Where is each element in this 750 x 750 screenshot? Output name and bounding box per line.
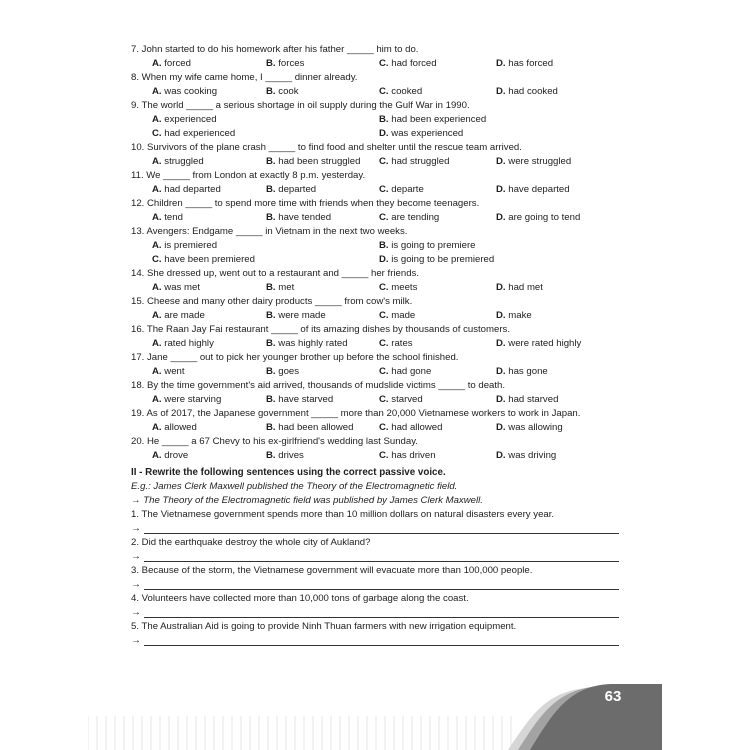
option-text: struggled (164, 156, 204, 167)
option-text: meets (391, 282, 418, 293)
option-text: were starving (164, 394, 222, 405)
option-text: is going to be premiered (391, 254, 495, 265)
option-text: rates (391, 338, 413, 349)
option-letter: B. (266, 338, 276, 349)
option-letter: B. (266, 282, 276, 293)
page-number: 63 (604, 688, 622, 705)
option-letter: C. (379, 58, 389, 69)
option-text: made (391, 310, 416, 321)
option-letter: A. (152, 282, 162, 293)
option-text: is premiered (164, 240, 218, 251)
arrow-icon: → (131, 523, 141, 534)
option-text: had allowed (391, 422, 443, 433)
option-letter: A. (152, 184, 162, 195)
option-text: was highly rated (278, 338, 348, 349)
option-letter: D. (496, 156, 506, 167)
option-letter: B. (266, 156, 276, 167)
option-letter: C. (379, 394, 389, 405)
option-letter: D. (496, 58, 506, 69)
option-text: are going to tend (508, 212, 581, 223)
option-letter: C. (379, 212, 389, 223)
option-text: was cooking (164, 86, 218, 97)
option-letter: D. (496, 394, 506, 405)
option-text: has gone (508, 366, 548, 377)
option-text: were struggled (508, 156, 572, 167)
option-letter: C. (379, 310, 389, 321)
option-letter: B. (379, 240, 389, 251)
option-text: were rated highly (508, 338, 582, 349)
option-text: had been allowed (278, 422, 354, 433)
question-text: 19. As of 2017, the Japanese government _____ more than 20,000 Vietnamese workers to work in Japan. (131, 408, 581, 419)
option-text: are made (164, 310, 205, 321)
example-prefix: E.g.: (131, 481, 151, 492)
option-letter: A. (152, 450, 162, 461)
question-text: 15. Cheese and many other dairy products _____ from cow's milk. (131, 296, 413, 307)
option-letter: C. (379, 86, 389, 97)
option-letter: D. (496, 310, 506, 321)
option-text: has forced (508, 58, 554, 69)
option-text: had gone (391, 366, 432, 377)
example-answer: → The Theory of the Electromagnetic field was published by James Clerk Maxwell. (131, 495, 483, 506)
option-text: was met (164, 282, 200, 293)
rewrite-sentence: 3. Because of the storm, the Vietnamese government will evacuate more than 100,000 people. (131, 565, 533, 576)
option-letter: C. (379, 184, 389, 195)
option-letter: C. (379, 450, 389, 461)
option-letter: A. (152, 422, 162, 433)
example-sentence: James Clerk Maxwell published the Theory of the Electromagnetic field. (153, 481, 458, 492)
option-text: departe (391, 184, 424, 195)
option-letter: D. (379, 254, 389, 265)
option-text: had cooked (508, 86, 558, 97)
question-text: 12. Children _____ to spend more time with friends when they become teenagers. (131, 198, 480, 209)
rewrite-sentence: 1. The Vietnamese government spends more than 10 million dollars on natural disasters every year. (131, 509, 555, 520)
option-letter: B. (266, 86, 276, 97)
rewrite-sentence: 4. Volunteers have collected more than 10,000 tons of garbage along the coast. (131, 593, 469, 604)
option-text: had struggled (391, 156, 450, 167)
option-text: cook (278, 86, 299, 97)
option-letter: B. (266, 450, 276, 461)
option-text: are tending (391, 212, 440, 223)
option-letter: A. (152, 58, 162, 69)
arrow-icon: → (131, 579, 141, 590)
option-text: has driven (391, 450, 436, 461)
option-letter: A. (152, 240, 162, 251)
option-letter: C. (379, 338, 389, 349)
option-text: cooked (391, 86, 423, 97)
option-letter: B. (266, 58, 276, 69)
option-text: was driving (508, 450, 557, 461)
option-text: was allowing (508, 422, 563, 433)
option-letter: A. (152, 156, 162, 167)
option-letter: A. (152, 114, 162, 125)
option-letter: D. (496, 366, 506, 377)
option-letter: D. (496, 450, 506, 461)
option-letter: C. (379, 366, 389, 377)
option-text: experienced (164, 114, 217, 125)
option-text: departed (278, 184, 317, 195)
option-text: went (164, 366, 185, 377)
option-text: make (508, 310, 532, 321)
question-text: 13. Avengers: Endgame _____ in Vietnam in the next two weeks. (131, 226, 408, 237)
option-text: rated highly (164, 338, 214, 349)
option-text: starved (391, 394, 423, 405)
option-text: goes (278, 366, 300, 377)
option-letter: B. (266, 184, 276, 195)
option-letter: B. (266, 394, 276, 405)
option-letter: A. (152, 394, 162, 405)
arrow-icon: → (131, 551, 141, 562)
option-letter: C. (379, 156, 389, 167)
option-letter: A. (152, 310, 162, 321)
question-text: 11. We _____ from London at exactly 8 p.m. yesterday. (131, 170, 366, 181)
arrow-icon: → (131, 635, 141, 646)
option-text: met (278, 282, 295, 293)
rewrite-sentence: 5. The Australian Aid is going to provide Ninh Thuan farmers with new irrigation equipment. (131, 621, 517, 632)
exercise-two-title: II - Rewrite the following sentences using the correct passive voice. (131, 467, 446, 478)
option-text: had been experienced (391, 114, 487, 125)
question-text: 10. Survivors of the plane crash _____ to find food and shelter until the rescue team arrived. (131, 142, 522, 153)
option-letter: A. (152, 338, 162, 349)
option-letter: D. (496, 422, 506, 433)
question-text: 9. The world _____ a serious shortage in oil supply during the Gulf War in 1990. (131, 100, 470, 111)
option-letter: A. (152, 212, 162, 223)
option-letter: B. (266, 422, 276, 433)
option-letter: D. (496, 212, 506, 223)
arrow-icon: → (131, 607, 141, 618)
option-letter: B. (266, 310, 276, 321)
option-text: were made (278, 310, 326, 321)
option-text: drives (278, 450, 304, 461)
option-text: allowed (164, 422, 197, 433)
option-letter: D. (496, 338, 506, 349)
question-text: 18. By the time government's aid arrived, thousands of mudslide victims _____ to death. (131, 380, 506, 391)
option-text: had experienced (164, 128, 236, 139)
option-text: have departed (508, 184, 570, 195)
option-letter: C. (379, 282, 389, 293)
question-text: 14. She dressed up, went out to a restaurant and _____ her friends. (131, 268, 420, 279)
option-text: tend (164, 212, 183, 223)
option-letter: D. (496, 184, 506, 195)
option-letter: D. (496, 282, 506, 293)
option-text: have tended (278, 212, 332, 223)
option-text: had met (508, 282, 543, 293)
option-text: forced (164, 58, 191, 69)
option-text: had departed (164, 184, 221, 195)
option-letter: D. (496, 86, 506, 97)
option-text: have starved (278, 394, 334, 405)
question-text: 17. Jane _____ out to pick her younger brother up before the school finished. (131, 352, 459, 363)
question-text: 8. When my wife came home, I _____ dinner already. (131, 72, 358, 83)
question-text: 7. John started to do his homework after his father _____ him to do. (131, 44, 419, 55)
option-text: is going to premiere (391, 240, 476, 251)
option-letter: C. (152, 128, 162, 139)
option-letter: C. (152, 254, 162, 265)
option-text: had starved (508, 394, 559, 405)
option-letter: A. (152, 86, 162, 97)
option-letter: D. (379, 128, 389, 139)
option-letter: B. (379, 114, 389, 125)
option-text: had been struggled (278, 156, 361, 167)
option-text: have been premiered (164, 254, 255, 265)
option-letter: C. (379, 422, 389, 433)
option-letter: A. (152, 366, 162, 377)
option-letter: B. (266, 366, 276, 377)
option-text: had forced (391, 58, 437, 69)
question-text: 16. The Raan Jay Fai restaurant _____ of its amazing dishes by thousands of customers. (131, 324, 510, 335)
rewrite-sentence: 2. Did the earthquake destroy the whole city of Aukland? (131, 537, 371, 548)
option-text: forces (278, 58, 305, 69)
option-letter: B. (266, 212, 276, 223)
question-text: 20. He _____ a 67 Chevy to his ex-girlfriend's wedding last Sunday. (131, 436, 418, 447)
option-text: drove (164, 450, 189, 461)
option-text: was experienced (391, 128, 464, 139)
